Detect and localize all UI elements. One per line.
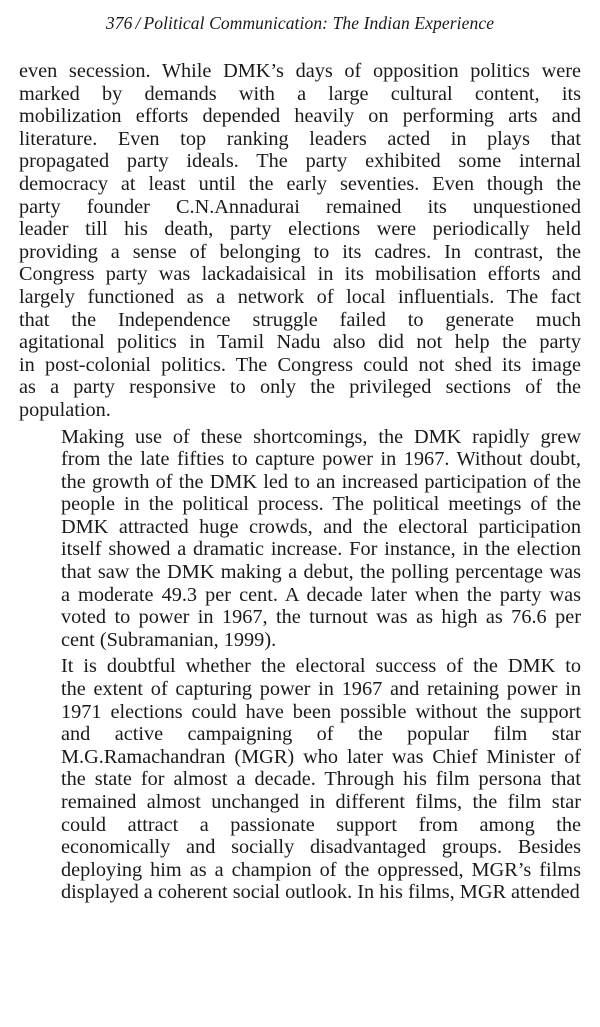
text-line: party founder C.N.Annadurai remained its unquestioned: [19, 195, 581, 218]
text-line: from the late fifties to capture power in 1967. Without doubt,: [61, 448, 581, 471]
text-line: population.: [19, 398, 111, 421]
text-line: people in the political process. The political meetings of the: [61, 493, 581, 516]
text-line: the state for almost a decade. Through his film persona that: [61, 768, 581, 791]
text-line: largely functioned as a network of local influentials. The fact: [19, 285, 581, 308]
text-line: cent (Subramanian, 1999).: [61, 628, 277, 651]
text-line: itself showed a dramatic increase. For instance, in the election: [61, 538, 581, 561]
page-number: 376: [105, 13, 133, 33]
text-line: that saw the DMK making a debut, the polling percentage was: [61, 561, 581, 584]
text-line: literature. Even top ranking leaders acted in plays that: [19, 127, 581, 150]
text-line: deploying him as a champion of the oppressed, MGR’s films: [61, 858, 581, 881]
text-line: providing a sense of belonging to its cadres. In contrast, the: [19, 240, 581, 263]
text-line: propagated party ideals. The party exhibited some internal: [19, 150, 581, 173]
body-text: [19, 60, 581, 904]
text-line: It is doubtful whether the electoral success of the DMK to: [61, 655, 581, 678]
text-line: that the Independence struggle failed to generate much: [19, 308, 581, 331]
text-line: mobilization efforts depended heavily on performing arts and: [19, 105, 581, 128]
text-line: as a party responsive to only the privileged sections of the: [19, 376, 581, 399]
text-line: economically and socially disadvantaged groups. Besides: [61, 836, 581, 859]
paragraph: [19, 60, 581, 422]
book-title: Political Communication: The Indian Experience: [143, 13, 495, 33]
text-line: marked by demands with a large cultural content, its: [19, 82, 581, 105]
text-line: 1971 elections could have been possible without the support: [61, 700, 581, 723]
text-line: Making use of these shortcomings, the DMK rapidly grew: [61, 425, 581, 448]
text-line: M.G.Ramachandran (MGR) who later was Chief Minister of: [61, 745, 581, 768]
text-line: displayed a coherent social outlook. In his films, MGR attended: [61, 881, 580, 904]
header-separator: /: [135, 13, 141, 33]
text-line: DMK attracted huge crowds, and the electoral participation: [61, 515, 581, 538]
text-line: the extent of capturing power in 1967 and retaining power in: [61, 678, 581, 701]
text-line: a moderate 49.3 per cent. A decade later when the party was: [61, 583, 581, 606]
text-line: and active campaigning of the popular film star: [61, 723, 581, 746]
text-line: democracy at least until the early seventies. Even though the: [19, 172, 581, 195]
text-line: leader till his death, party elections were periodically held: [19, 218, 581, 241]
text-line: agitational politics in Tamil Nadu also did not help the party: [19, 331, 581, 354]
text-line: remained almost unchanged in different films, the film star: [61, 791, 581, 813]
text-line: in post-colonial politics. The Congress could not shed its image: [19, 353, 581, 376]
text-line: the growth of the DMK led to an increased participation of the: [61, 470, 581, 493]
text-line: voted to power in 1967, the turnout was as high as 76.6 per: [61, 606, 581, 629]
text-line: even secession. While DMK’s days of opposition politics were: [19, 60, 581, 82]
running-header: [0, 13, 600, 34]
text-line: could attract a passionate support from among the: [61, 813, 581, 836]
paragraph: [19, 655, 581, 904]
paragraph: [19, 426, 581, 652]
text-line: Congress party was lackadaisical in its mobilisation efforts and: [19, 263, 581, 286]
